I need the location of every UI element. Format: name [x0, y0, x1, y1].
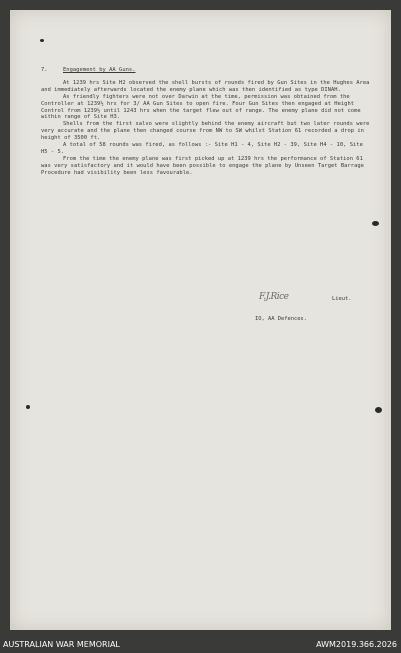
paragraph: From the time the enemy plane was first picked up at 1239 hrs the performance of Station 61 was very satisfactory and it would have been possible to engage the plane by Unseen Target Barrage Procedure had visibility been less favourable. — [41, 155, 364, 176]
paragraph: Shells from the first salvo were slightly behind the enemy aircraft but two later rounds were very accurate and the plane then changed course from NW to SW whilst Station 61 recorded a drop in height of 3500 ft. — [41, 121, 370, 142]
signatory-office: IO, AA Defences. — [255, 316, 307, 322]
document-body — [41, 67, 371, 177]
punch-hole — [40, 39, 44, 42]
paragraph: A total of 58 rounds was fired, as follows :- Site H1 - 4, Site H2 - 39, Site H4 - 10, Site H5 - 5. — [41, 142, 363, 155]
punch-hole — [372, 221, 379, 226]
punch-hole — [375, 407, 382, 413]
signatory-rank: Lieut. — [332, 296, 352, 302]
footer-accession-number: AWM2019.366.2026 — [316, 640, 397, 649]
footer-source: AUSTRALIAN WAR MEMORIAL — [3, 640, 120, 649]
section-title: Engagement by AA Guns. — [63, 67, 136, 73]
punch-hole — [26, 405, 30, 409]
section-heading — [41, 67, 371, 74]
paragraph: At 1239 hrs Site H2 observed the shell bursts of rounds fired by Gun Sites in the Hughes Area and immediately afterwards located the enemy plane which was then identified as type DINAH. — [41, 79, 370, 93]
section-number: 7. — [41, 67, 48, 73]
signature: F.J.Rice — [259, 292, 289, 302]
paragraph: As friendly fighters were not over Darwin at the time, permission was obtained from the Controller at 1239½ hrs for 3/ AA Gun Sites to open fire. Four Gun Sites then engaged at Height Control from 1239½ until 1243 hrs when the target flew out of range. The enemy plane did not come within range of Site H3. — [41, 93, 361, 121]
